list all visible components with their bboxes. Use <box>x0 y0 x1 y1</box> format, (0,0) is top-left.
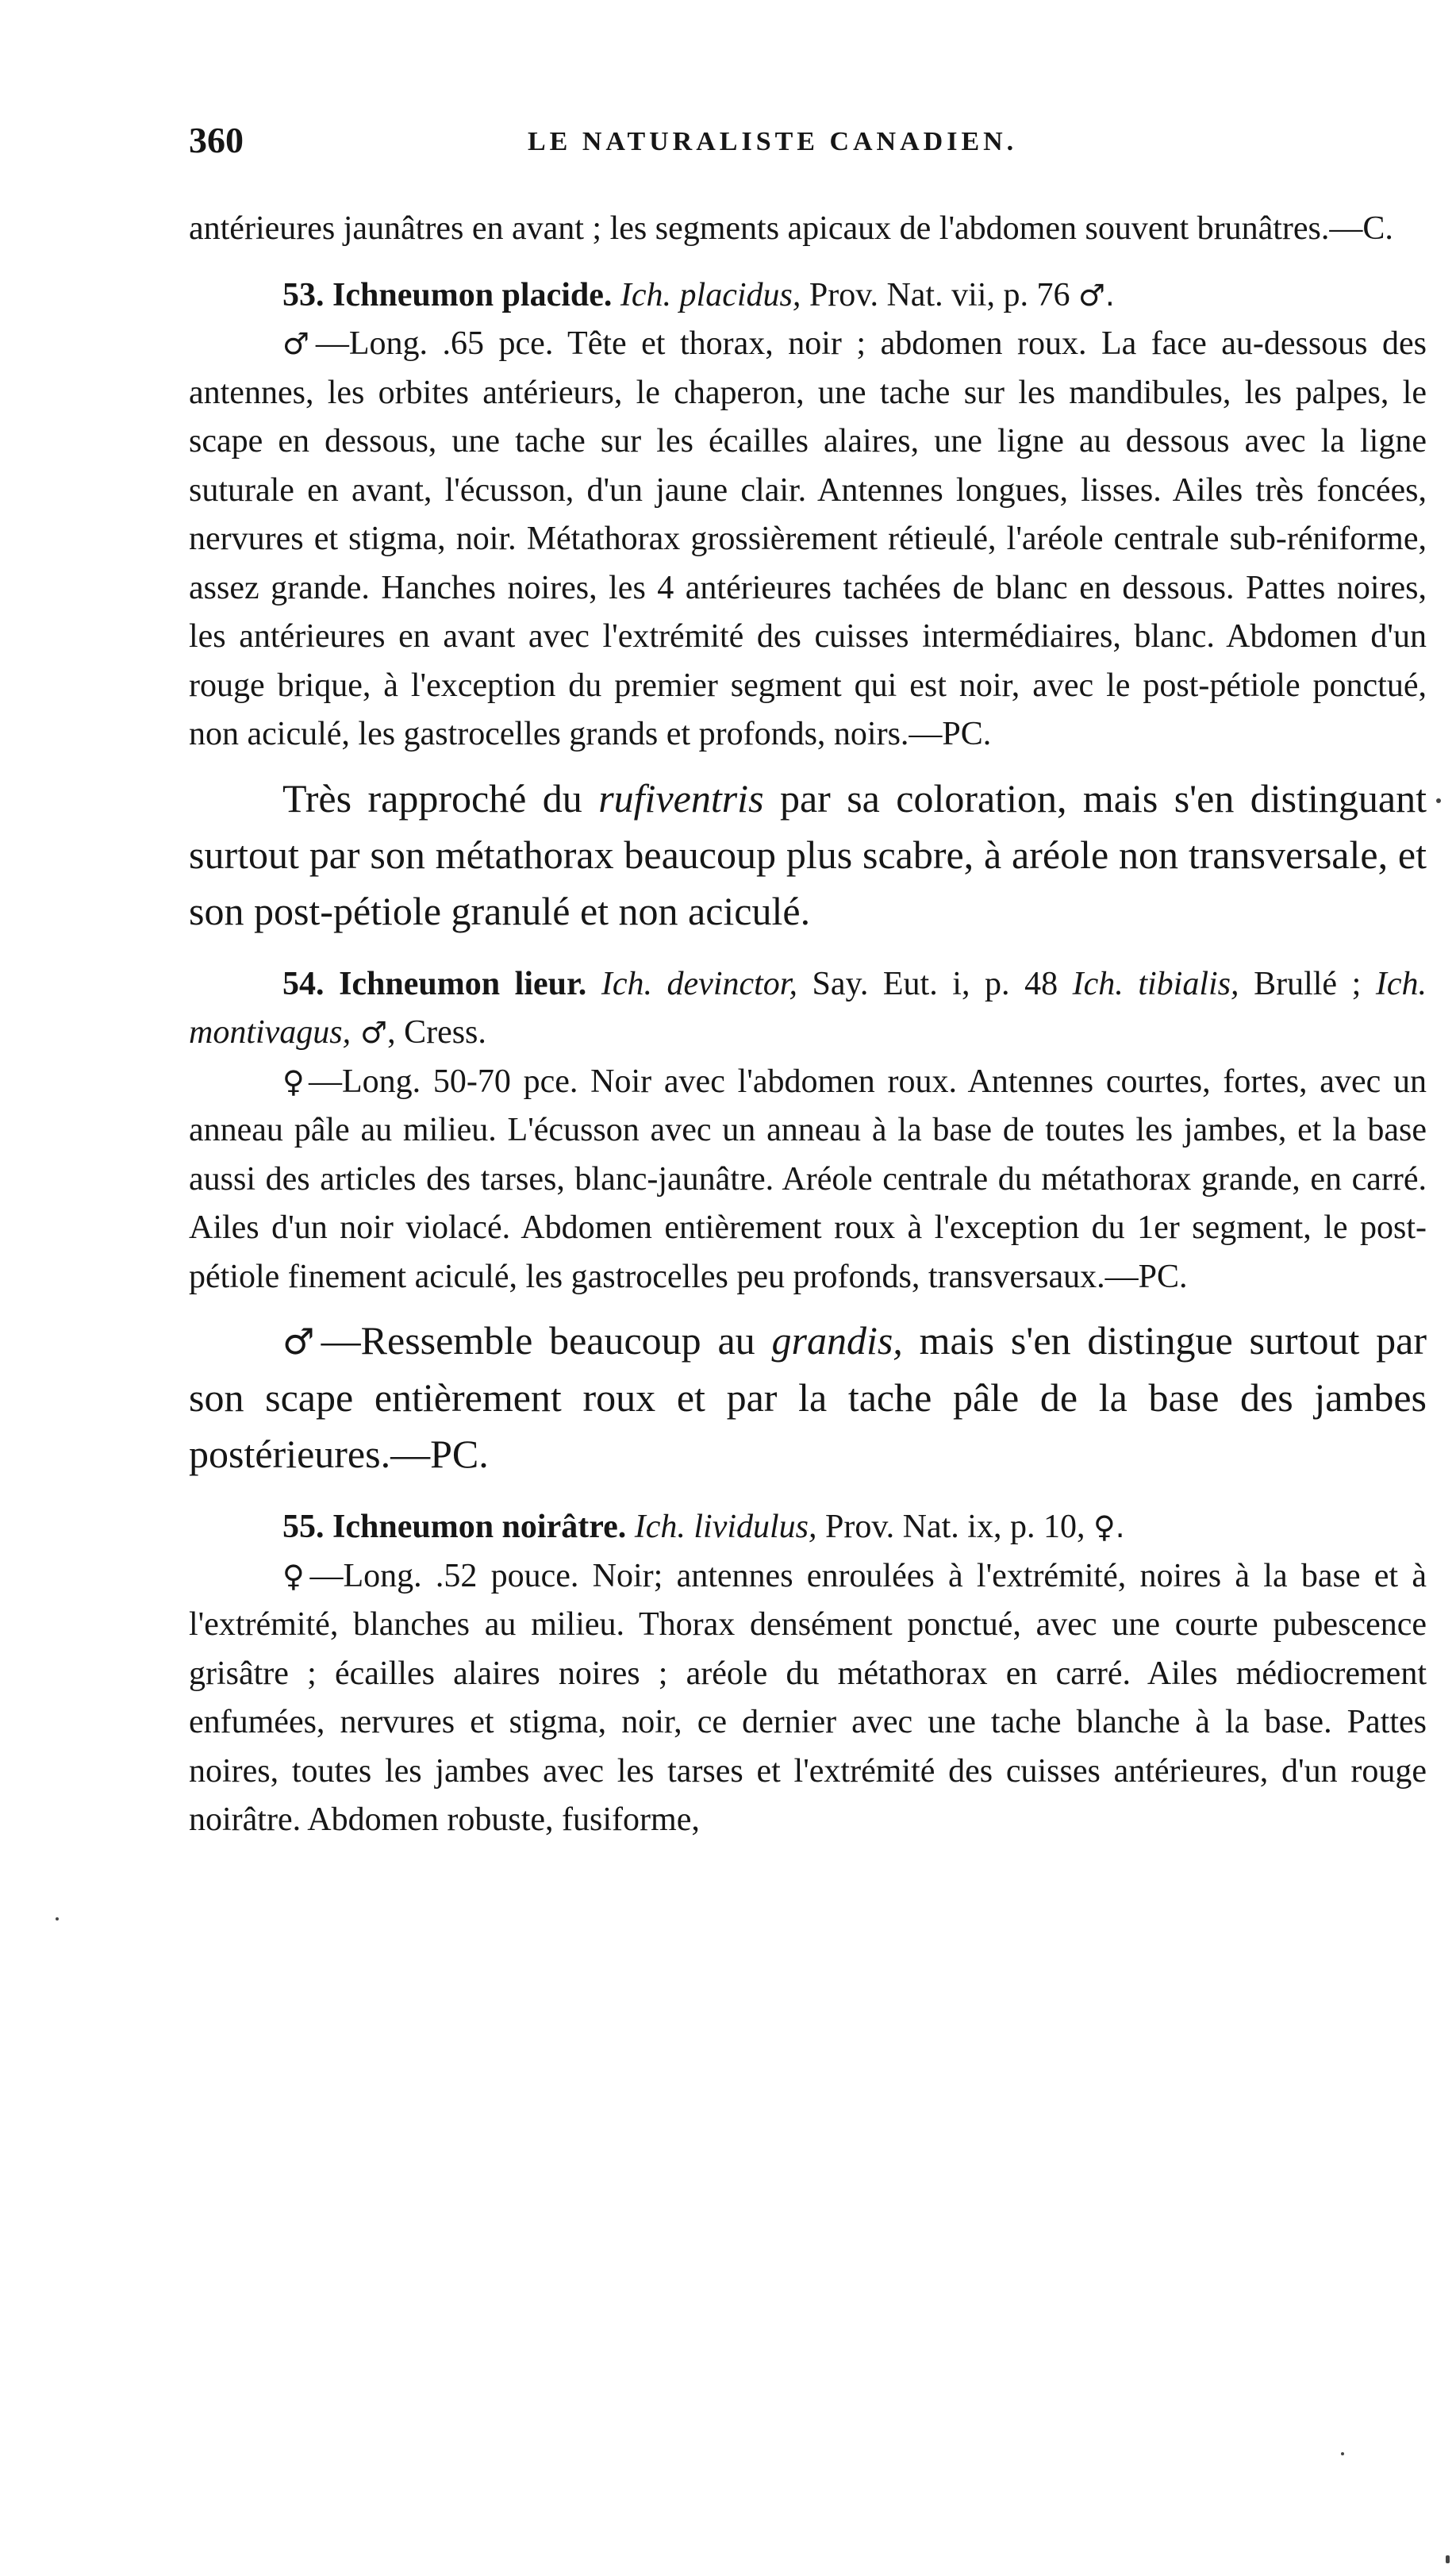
stray-ink-dot <box>56 1917 59 1920</box>
male-symbol-icon: ♂ <box>282 326 316 361</box>
species-55-female-text: —Long. .52 pouce. Noir; antennes enroulées à l'extrémité, noires à la base et à l'extrémité, blanches au milieu. Thorax densément ponctué, avec une courte pubescence grisâtre ; écailles alaires noires ; aréole du métathorax en carré. Ailes médiocrement enfumées, nervures et stigma, noir, ce dernier avec une tache blanche à la base. Pattes noires, toutes les jambes avec les tarses et l'extrémité des cuisses antérieures, d'un rouge noirâtre. Abdomen robuste, fusiforme, <box>189 1557 1427 1838</box>
species-53-name: Ichneumon placide. <box>332 276 613 313</box>
species-54-synonym-1: Ich. tibialis, <box>1072 965 1239 1002</box>
page-number: 360 <box>189 120 244 160</box>
species-54-synonym-2: Ich. montivagus, <box>189 965 1427 1051</box>
species-53-remark-italic: rufiventris <box>598 775 764 821</box>
running-title: LE NATURALISTE CANADIEN. <box>528 127 1018 156</box>
female-symbol-icon: ♀ <box>282 1063 309 1099</box>
species-55-heading <box>189 1503 1427 1552</box>
continuation-paragraph: antérieures jaunâtres en avant ; les segments apicaux de l'abdomen souvent brunâtres.—C. <box>189 210 1393 247</box>
species-55-latin: Ich. lividulus, <box>634 1509 817 1545</box>
species-54-reference: Say. Eut. i, p. 48 <box>797 965 1073 1002</box>
species-53-male-text: —Long. .65 pce. Tête et thorax, noir ; abdomen roux. La face au-dessous des antennes, les orbites antérieurs, le chaperon, une tache sur les mandibules, les palpes, le scape en dessous, une tache sur les écailles alaires, une ligne au dessous avec la ligne suturale en avant, l'écusson, d'un jaune clair. Antennes longues, lisses. Ailes très foncées, nervures et stigma, noir. Métathorax grossièrement rétieulé, l'aréole centrale sub-réniforme, assez grande. Hanches noires, les 4 antérieures tachées de blanc en dessous. Pattes noires, les antérieures en avant avec l'extrémité des cuisses intermédiaires, blanc. Abdomen d'un rouge brique, à l'exception du premier segment qui est noir, avec le post-pétiole ponctué, non aciculé, les gastrocelles grands et profonds, noirs.—PC. <box>189 325 1427 752</box>
species-54-male-after: mais s'en distingue surtout par son scape entièrement roux et par la tache pâle de la base des jambes postérieures.—PC. <box>189 1318 1427 1476</box>
species-53-number: 53. <box>282 276 325 313</box>
species-54-male-italic: grandis, <box>771 1318 903 1363</box>
species-55-female-description <box>189 1552 1427 1845</box>
page-header <box>189 119 1427 167</box>
species-54-latin: Ich. devinctor, <box>601 965 797 1002</box>
species-55-name: Ichneumon noirâtre. <box>332 1509 627 1545</box>
species-53-male-description <box>189 320 1427 759</box>
species-55-number: 55. <box>282 1509 325 1545</box>
page-body <box>189 205 1427 1845</box>
species-53-remark-before: Très rapproché du <box>282 775 599 821</box>
species-54-female-text: —Long. 50-70 pce. Noir avec l'abdomen roux. Antennes courtes, fortes, avec un anneau pâle au milieu. L'écusson avec un anneau à la base de toutes les jambes, et la base aussi des articles des tarses, blanc-jaunâtre. Aréole centrale du métathorax grande, en carré. Ailes d'un noir violacé. Abdomen entièrement roux à l'exception du 1er segment, le post-pétiole finement aciculé, les gastrocelles peu profonds, transversaux.—PC. <box>189 1063 1427 1295</box>
species-55-reference: Prov. Nat. ix, p. 10, <box>816 1509 1093 1545</box>
species-54-name: Ichneumon lieur. <box>339 965 587 1002</box>
species-53-reference: Prov. Nat. vii, p. 76 <box>801 276 1078 313</box>
stray-ink-dot <box>1341 2452 1344 2455</box>
species-54-synonym-1-author: Brullé ; <box>1239 965 1376 1002</box>
species-54-male-description <box>189 1313 1427 1482</box>
species-54-female-description <box>189 1058 1427 1302</box>
species-53-heading <box>189 271 1427 321</box>
male-symbol-icon: ♂. <box>1078 277 1115 313</box>
male-symbol-icon: ♂ <box>282 1321 321 1363</box>
species-53-remark <box>189 771 1427 940</box>
species-54-male-before: —Ressemble beaucoup au <box>321 1318 772 1363</box>
female-symbol-icon: ♀. <box>1093 1509 1125 1544</box>
female-symbol-icon: ♀ <box>282 1558 310 1594</box>
species-54-number: 54. <box>282 965 325 1002</box>
species-53-remark-after: par sa coloration, mais s'en distinguant surtout par son métathorax beaucoup plus scabre, à aréole non transversale, et son post-pétiole granulé et non aciculé. <box>189 775 1427 933</box>
stray-ink-dot <box>1446 2555 1450 2563</box>
stray-ink-dot <box>1436 798 1441 803</box>
species-54-synonym-2-author: , Cress. <box>387 1014 486 1051</box>
male-symbol-icon: ♂ <box>351 1015 388 1050</box>
species-53-latin: Ich. placidus, <box>620 276 801 313</box>
species-54-heading <box>189 960 1427 1058</box>
